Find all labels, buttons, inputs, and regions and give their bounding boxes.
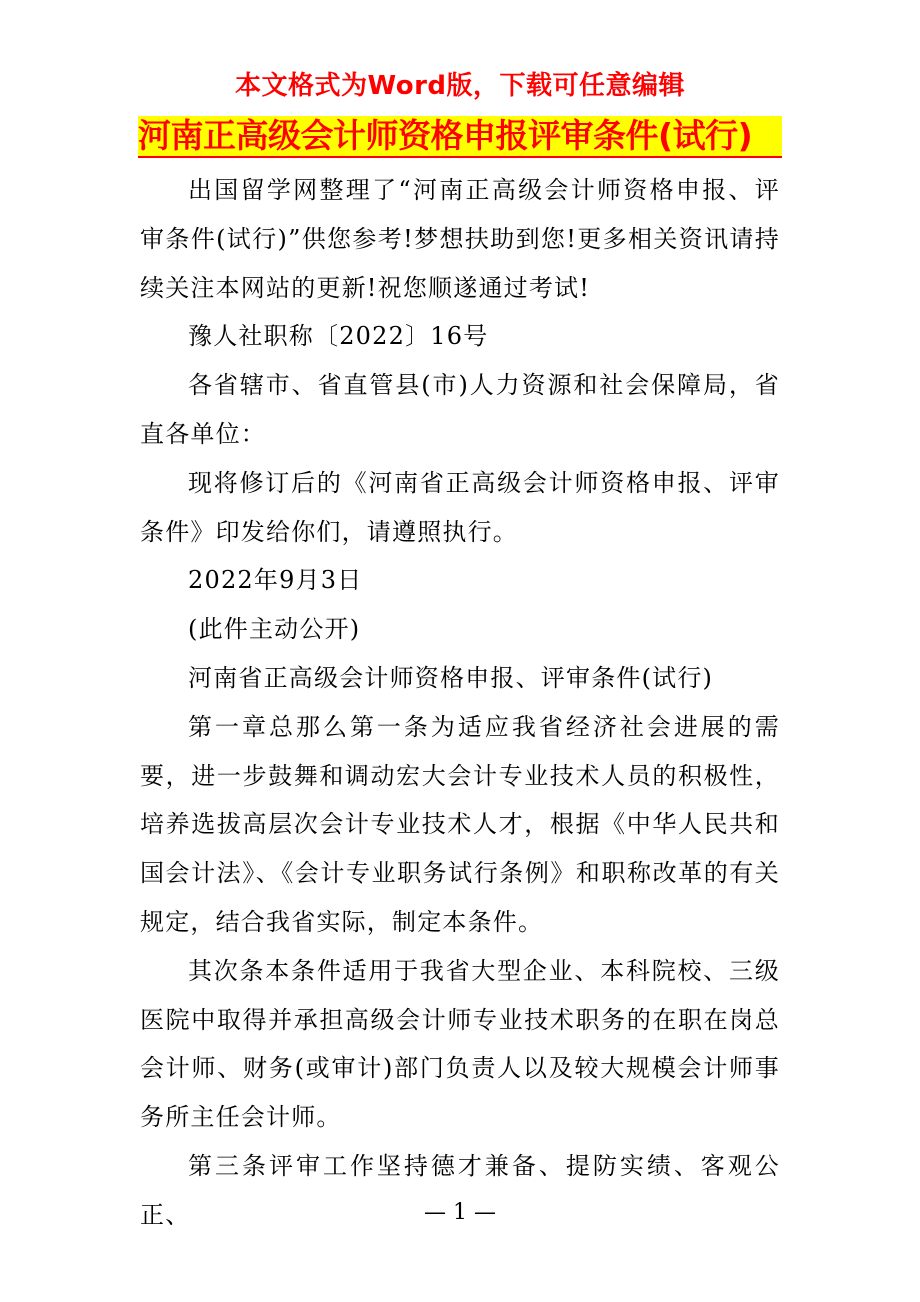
document-title-block <box>138 116 782 158</box>
paragraph-notice: 现将修订后的《河南省正高级会计师资格申报、评审条件》印发给你们，请遵照执行。 <box>140 468 780 546</box>
paragraph-article-2: 其次条本条件适用于我省大型企业、本科院校、三级医院中取得并承担高级会计师专业技术职务的在职在岗总会计师、财务(或审计)部门负责人以及较大规模会计师事务所主任会计师。 <box>140 956 780 1132</box>
title-underline <box>138 156 782 158</box>
paragraph-document-number: 豫人社职称〔2022〕16号 <box>188 322 489 351</box>
paragraph-article-3: 第三条评审工作坚持德才兼备、提防实绩、客观公正、 <box>140 1151 780 1229</box>
paragraph-subtitle: 河南省正高级会计师资格申报、评审条件(试行) <box>188 663 714 692</box>
paragraph-intro: 出国留学网整理了“河南正高级会计师资格申报、评审条件(试行)”供您参考!梦想扶助到您!更多相关资讯请持续关注本网站的更新!祝您顺遂通过考试! <box>140 176 780 302</box>
paragraph-public-note: (此件主动公开) <box>188 615 361 644</box>
document-body <box>140 166 780 1240</box>
paragraph-recipients: 各省辖市、省直管县(市)人力资源和社会保障局，省直各单位： <box>140 371 780 448</box>
paragraph-article-1: 第一章总那么第一条为适应我省经济社会进展的需要，进一步鼓舞和调动宏大会计专业技术人员的积极性，培养选拔高层次会计专业技术人才，根据《中华人民共和国会计法》、《会计专业职务试行条例》和职称改革的有关规定，结合我省实际，制定本条件。 <box>140 712 780 936</box>
paragraph-date: 2022年9月3日 <box>188 566 363 595</box>
document-title: 河南正高级会计师资格申报评审条件(试行) <box>138 116 753 155</box>
format-notice-banner: 本文格式为Word版，下载可任意编辑 <box>234 71 686 101</box>
page-number: — 1 — <box>424 1200 496 1225</box>
